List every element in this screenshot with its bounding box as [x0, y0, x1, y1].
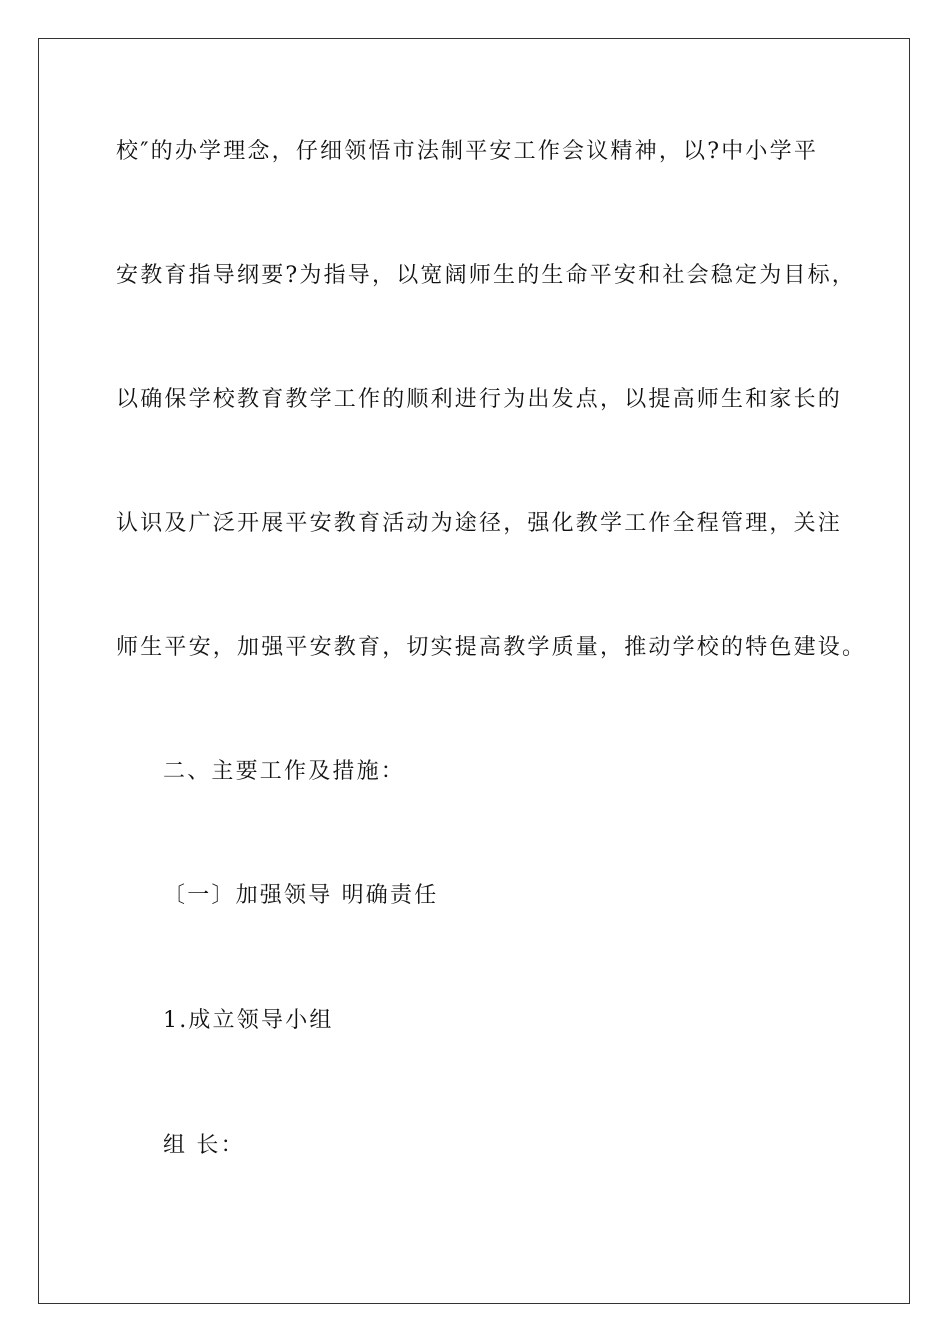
- section-heading: 二、主要工作及措施：: [163, 759, 406, 784]
- group-leader-label: 组 长：: [163, 1133, 245, 1158]
- paragraph-line: 以确保学校教育教学工作的顺利进行为出发点，以提高师生和家长的: [116, 387, 843, 412]
- subsection-heading: 〔一〕加强领导 明确责任: [163, 883, 439, 908]
- paragraph-line: 师生平安，加强平安教育，切实提高教学质量，推动学校的特色建设。: [116, 635, 867, 660]
- paragraph-line: 安教育指导纲要?为指导，以宽阔师生的生命平安和社会稳定为目标，: [116, 263, 856, 288]
- paragraph-line: 认识及广泛开展平安教育活动为途径，强化教学工作全程管理，关注: [116, 511, 843, 536]
- page-frame: [38, 38, 910, 1304]
- paragraph-line: 校″的办学理念，仔细领悟市法制平安工作会议精神，以?中小学平: [116, 139, 819, 164]
- numbered-item: 1.成立领导小组: [163, 1008, 334, 1033]
